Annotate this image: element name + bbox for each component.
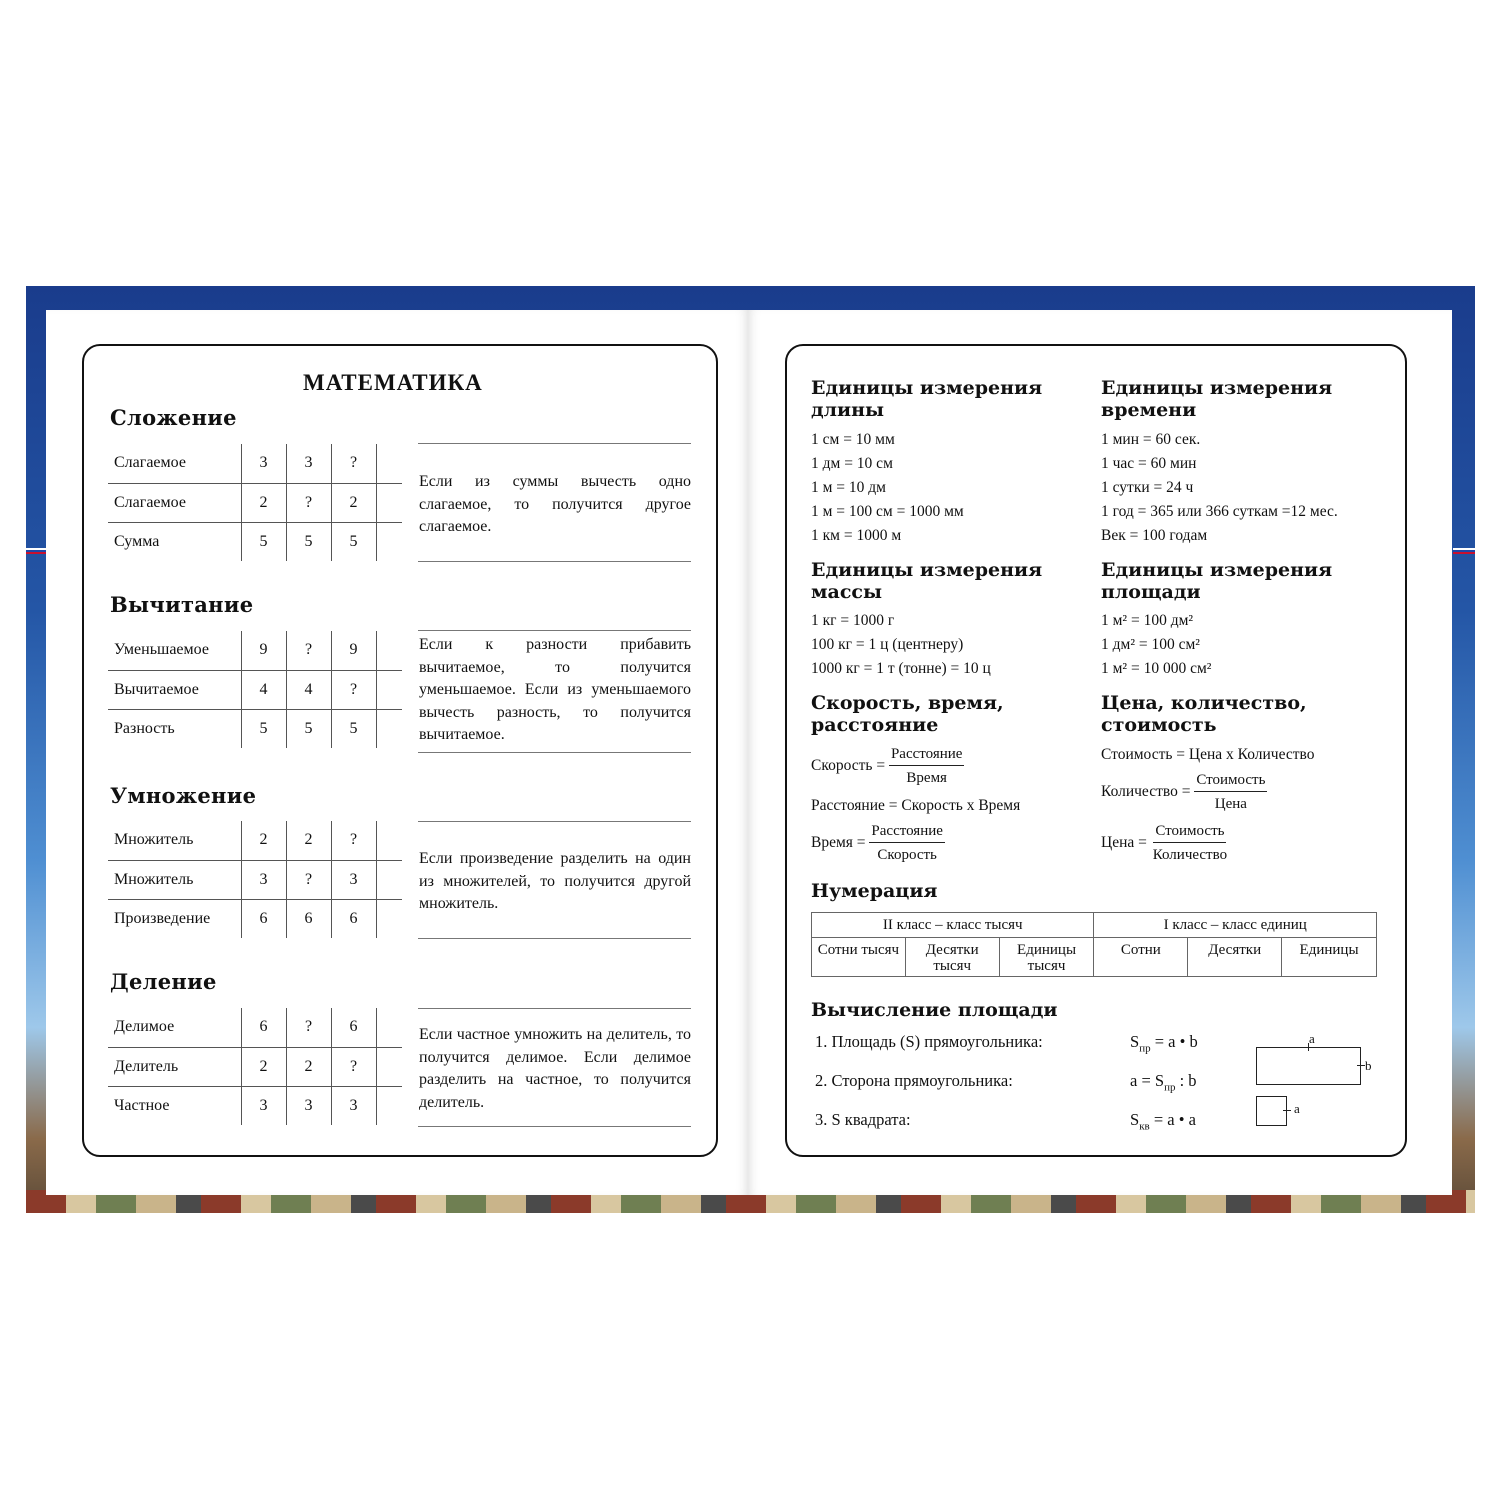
table-subtraction [108, 631, 402, 748]
cell: 3 [286, 444, 331, 483]
label-a-square: a [1294, 1101, 1300, 1116]
time-line: 1 сутки = 24 ч [1101, 479, 1194, 496]
col-tens: Десятки [1188, 938, 1282, 977]
cell: 5 [331, 709, 376, 748]
heading-subtraction: Вычитание [110, 592, 254, 617]
cell [376, 670, 402, 709]
cell: 3 [241, 444, 286, 483]
fraction-numerator: Стоимость [1194, 772, 1267, 792]
cell [376, 821, 402, 860]
time-line: 1 мин = 60 сек. [1101, 431, 1201, 448]
rule-line [418, 821, 691, 822]
cell: 2 [331, 483, 376, 522]
fraction-numerator: Стоимость [1153, 823, 1226, 843]
fraction-denominator: Цена [1214, 796, 1247, 812]
class-units: I класс – класс единиц [1094, 913, 1377, 938]
col-hundred-thousands: Сотни тысяч [812, 938, 906, 977]
length-line: 1 дм = 10 см [811, 455, 893, 472]
cell: 3 [286, 1086, 331, 1125]
heading-numeration: Нумерация [811, 880, 938, 902]
cell: 6 [241, 899, 286, 938]
table-addition [108, 444, 402, 561]
cell [376, 444, 402, 483]
length-line: 1 м = 100 см = 1000 мм [811, 503, 964, 520]
cell [376, 1047, 402, 1086]
cell: 5 [286, 522, 331, 561]
area-line: 1 м² = 10 000 см² [1101, 660, 1212, 677]
table-row [108, 709, 402, 748]
formula-text: Количество = [1101, 783, 1191, 801]
cell: 6 [331, 899, 376, 938]
length-line: 1 м = 10 дм [811, 479, 886, 496]
flag-stripe-right [1453, 548, 1475, 554]
cell: 2 [241, 1047, 286, 1086]
numeration-table [811, 912, 1377, 977]
heading-mass: Единицы измерения массы [811, 559, 1043, 603]
rule-line [418, 1008, 691, 1009]
tick-mark [1283, 1110, 1291, 1111]
rectangle-diagram [1256, 1047, 1361, 1085]
fraction-numerator: Расстояние [889, 746, 965, 766]
col-ten-thousands: Десятки тысяч [905, 938, 999, 977]
cell: ? [286, 631, 331, 670]
time-line: Век = 100 годам [1101, 527, 1208, 544]
table-row [108, 860, 402, 899]
heading-price: Цена, количество, стоимость [1101, 692, 1307, 736]
cell [376, 522, 402, 561]
table-multiplication [108, 821, 402, 938]
cell [376, 631, 402, 670]
table-row [812, 938, 1377, 977]
area-item-3: 3. S квадрата: [815, 1110, 911, 1129]
table-row [108, 1086, 402, 1125]
fraction [1194, 772, 1267, 813]
cell: ? [286, 1008, 331, 1047]
row-label: Сумма [108, 522, 241, 561]
formula-quantity [1101, 772, 1267, 813]
mass-line: 100 кг = 1 ц (центнеру) [811, 636, 964, 653]
table-row [812, 913, 1377, 938]
time-line: 1 год = 365 или 366 суткам =12 мес. [1101, 503, 1338, 520]
cell: 3 [241, 1086, 286, 1125]
area-item-1: 1. Площадь (S) прямоугольника: [815, 1032, 1043, 1051]
row-label: Делитель [108, 1047, 241, 1086]
table-row [108, 1047, 402, 1086]
cell: 3 [331, 860, 376, 899]
rule-line [418, 752, 691, 753]
cell: 4 [241, 670, 286, 709]
cell: ? [286, 860, 331, 899]
table-row [108, 483, 402, 522]
heading-division: Деление [110, 969, 217, 994]
cell: 5 [286, 709, 331, 748]
cell: 2 [241, 821, 286, 860]
cell: 3 [331, 1086, 376, 1125]
cell: 2 [286, 821, 331, 860]
cell [376, 709, 402, 748]
fraction [1151, 823, 1229, 864]
row-label: Уменьшаемое [114, 641, 209, 659]
cell: 5 [241, 522, 286, 561]
table-row [108, 1008, 402, 1047]
time-line: 1 час = 60 мин [1101, 455, 1197, 472]
cell: 9 [241, 631, 286, 670]
rule-line [418, 443, 691, 444]
cell: ? [331, 670, 376, 709]
cell [376, 483, 402, 522]
cell [376, 860, 402, 899]
fraction-numerator: Расстояние [869, 823, 945, 843]
heading-length: Единицы измерения длины [811, 377, 1043, 421]
mass-line: 1 кг = 1000 г [811, 612, 895, 629]
cell: 2 [241, 483, 286, 522]
area-formula-3: $S_{кв} = a$ • a [1130, 1110, 1196, 1133]
rule-line [418, 630, 691, 631]
cell: ? [331, 1047, 376, 1086]
area-formula-2: $a = S_{пр}$ : b [1130, 1071, 1197, 1094]
cell: 6 [286, 899, 331, 938]
cell: ? [331, 821, 376, 860]
tick-mark [1357, 1065, 1365, 1066]
mass-line: 1000 кг = 1 т (тонне) = 10 ц [811, 660, 991, 677]
cell: 9 [331, 631, 376, 670]
rule-multiplication: Если произведение разделить на один из множителей, то получится другой множитель. [419, 850, 691, 912]
row-label: Частное [108, 1086, 241, 1125]
row-label: Множитель [114, 831, 194, 849]
table-row [108, 821, 402, 860]
cell: 2 [286, 1047, 331, 1086]
table-row [108, 670, 402, 709]
cell [376, 899, 402, 938]
formula-text: Скорость = [811, 757, 886, 775]
flag-stripe-left [26, 548, 48, 554]
rule-line [418, 1126, 691, 1127]
label-a: a [1309, 1031, 1315, 1046]
formula-speed [811, 746, 964, 787]
table-division [108, 1008, 402, 1125]
cell: 5 [241, 709, 286, 748]
formula-text: Время = [811, 834, 866, 852]
area-line: 1 м² = 100 дм² [1101, 612, 1194, 629]
row-label: Разность [108, 709, 241, 748]
table-row [108, 522, 402, 561]
fraction-denominator: Скорость [877, 847, 937, 863]
formula-distance: Расстояние = Скорость х Время [811, 797, 1021, 814]
row-label: Множитель [108, 860, 241, 899]
col-hundreds: Сотни [1094, 938, 1188, 977]
heading-multiplication: Умножение [110, 783, 257, 808]
row-label: Слагаемое [114, 454, 186, 472]
formula-cost: Стоимость = Цена х Количество [1101, 746, 1315, 763]
table-row [108, 899, 402, 938]
length-line: 1 км = 1000 м [811, 527, 902, 544]
cell [376, 1008, 402, 1047]
class-thousands: II класс – класс тысяч [812, 913, 1094, 938]
rule-line [418, 938, 691, 939]
cell: 6 [241, 1008, 286, 1047]
rule-subtraction: Если к разности прибавить вычитаемое, то получится уменьшаемое. Если из уменьшаемого вычесть разность, то получится вычитаемое. [419, 636, 691, 743]
cell: ? [331, 444, 376, 483]
square-diagram [1256, 1096, 1287, 1126]
heading-speed: Скорость, время, расстояние [811, 692, 1004, 736]
rule-line [418, 561, 691, 562]
row-label: Слагаемое [108, 483, 241, 522]
heading-addition: Сложение [110, 405, 237, 430]
page-title: МАТЕМАТИКА [303, 370, 483, 395]
table-row [108, 444, 402, 483]
row-label: Делимое [114, 1018, 175, 1036]
fraction [869, 823, 945, 864]
formula-time [811, 823, 945, 864]
formula-price [1101, 823, 1229, 864]
cell: 6 [331, 1008, 376, 1047]
length-line: 1 см = 10 мм [811, 431, 895, 448]
cell [376, 1086, 402, 1125]
rule-addition: Если из суммы вычесть одно слагаемое, то получится другое слагаемое. [419, 473, 691, 535]
cell: 3 [241, 860, 286, 899]
area-formula-1: $S_{пр} = a$ • b [1130, 1032, 1198, 1055]
area-line: 1 дм² = 100 см² [1101, 636, 1200, 653]
heading-time: Единицы измерения времени [1101, 377, 1333, 421]
fraction-denominator: Количество [1152, 847, 1228, 863]
row-label: Вычитаемое [108, 670, 241, 709]
col-thousands: Единицы тысяч [999, 938, 1094, 977]
col-units: Единицы [1282, 938, 1377, 977]
cell: 4 [286, 670, 331, 709]
heading-area-units: Единицы измерения площади [1101, 559, 1333, 603]
area-item-2: 2. Сторона прямоугольника: [815, 1071, 1013, 1090]
fraction-denominator: Время [906, 770, 947, 786]
fraction [889, 746, 965, 787]
heading-area-calc: Вычисление площади [811, 999, 1058, 1021]
cell: ? [286, 483, 331, 522]
label-b: b [1365, 1058, 1372, 1073]
rule-division: Если частное умножить на делитель, то получится делимое. Если делимое разделить на частное, то получится делитель. [419, 1026, 691, 1111]
cell: 5 [331, 522, 376, 561]
formula-text: Цена = [1101, 834, 1147, 852]
row-label: Произведение [108, 899, 241, 938]
table-row [108, 631, 402, 670]
